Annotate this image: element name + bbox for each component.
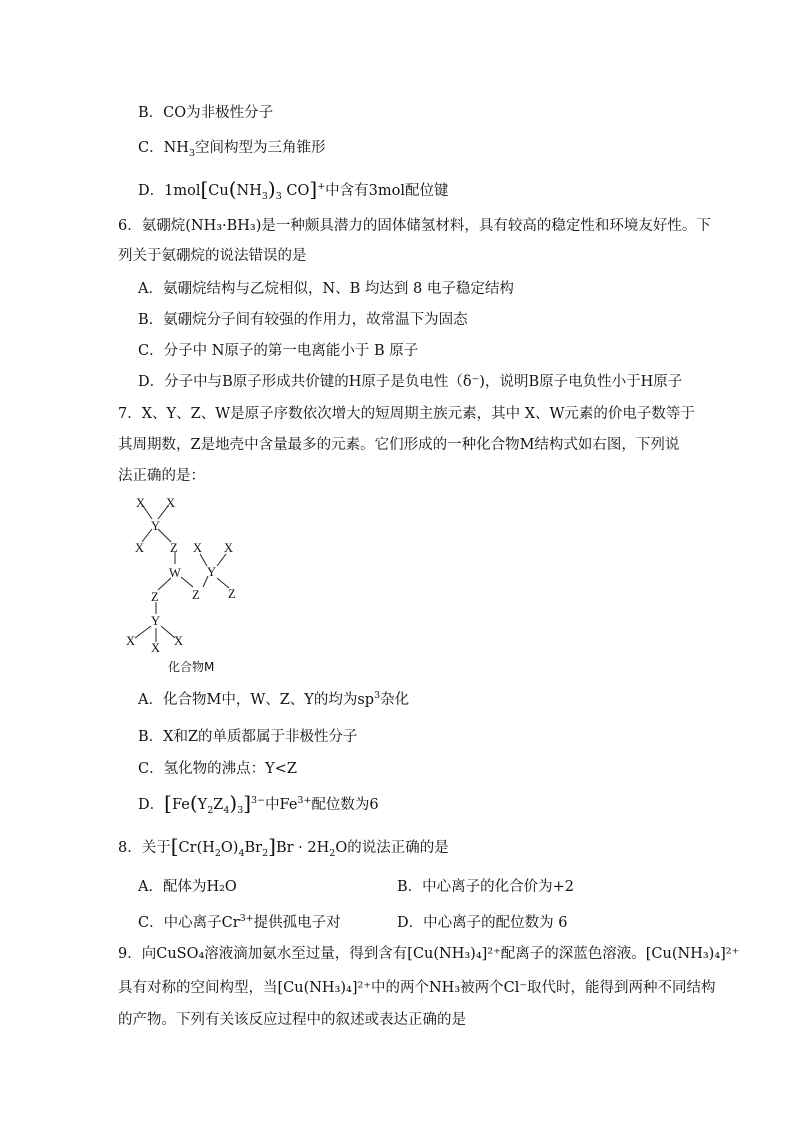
atom-w: W (169, 566, 181, 580)
q8-option-c (138, 913, 341, 935)
atom-x-3: X (135, 541, 145, 555)
q6-stem-line2: 列关于氨硼烷的说法错误的是 (118, 248, 307, 264)
q5-option-c (138, 138, 325, 160)
q7-option-d-post-sup: 3+ (297, 795, 312, 806)
atom-z-lower: Z (151, 590, 159, 604)
bracket-open: [ (164, 791, 172, 815)
q7-option-d-z-sub: 4 (223, 805, 230, 816)
bracket-open: [ (200, 177, 209, 201)
q7-option-a (138, 690, 409, 712)
q9-line1: 9．向CuSO₄溶液滴加氨水至过量，得到含有[Cu(NH₃)₄]²⁺配离子的深蓝色溶液。[Cu(NH₃)₄]²⁺ (118, 946, 740, 962)
q8-stem-post: Br · 2H (275, 840, 330, 856)
q5-option-d-co: CO (286, 183, 310, 199)
q5-option-d-nh: NH (236, 183, 262, 199)
bracket-close: ] (268, 834, 276, 858)
q8-option-c-post: 提供孤电子对 (253, 915, 341, 931)
structure-caption: 化合物M (168, 660, 215, 674)
q8-option-b: B．中心离子的化合价为+2 (397, 879, 575, 895)
q5-option-d-cu: Cu (208, 183, 229, 199)
bracket-open: [ (170, 834, 179, 858)
atom-x-5: X (224, 541, 234, 555)
atom-x-1: X (136, 496, 146, 510)
q7-option-d (138, 792, 379, 817)
q7-option-b: B．X和Z的单质都属于非极性分子 (138, 729, 358, 745)
q7-option-d-pre: D． (138, 797, 165, 813)
q7-stem-line1: 7．X、Y、Z、W是原子序数依次增大的短周期主族元素，其中 X、W元素的价电子数等于 (118, 406, 695, 422)
q8-cr-post: O) (220, 840, 239, 856)
q7-option-d-y-sub: 2 (207, 805, 214, 816)
q8-stem-pre: 8．关于 (118, 840, 171, 856)
atom-z-top: Z (170, 541, 178, 555)
q5-option-d-count: 3 (275, 191, 282, 202)
q7-option-a-sup: 3 (374, 690, 381, 701)
q8-br: Br (244, 840, 263, 856)
q8-option-c-pre: C．中心离子Cr (138, 915, 240, 931)
q7-option-d-n: 3 (237, 805, 244, 816)
atom-y-right: Y (207, 565, 217, 579)
q5-option-d (138, 178, 449, 203)
q8-stem-tail: O的说法正确的是 (335, 840, 449, 856)
q8-stem (118, 835, 449, 860)
q7-option-a-post: 杂化 (380, 692, 410, 708)
q7-option-a-pre: A．化合物M中，W、Z、Y的均为sp (138, 692, 375, 708)
q5-option-b: B．CO为非极性分子 (138, 105, 274, 121)
q8-cr-n: 4 (238, 848, 245, 859)
paren-open: ( (189, 791, 198, 815)
q7-stem-line2: 其周期数，Z是地壳中含量最多的元素。它们形成的一种化合物M结构式如右图，下列说 (118, 437, 680, 453)
q7-option-d-y: Y (197, 797, 208, 813)
q7-option-c: C．氢化物的沸点：Y<Z (138, 761, 297, 777)
atom-z-bridge: Z (192, 588, 200, 602)
q8-cr: Cr(H (178, 840, 215, 856)
q6-option-a: A．氨硼烷结构与乙烷相似，N、B 均达到 8 电子稳定结构 (138, 281, 514, 297)
q5-option-c-post: 空间构型为三角锥形 (194, 140, 326, 156)
paren-close: ) (229, 791, 238, 815)
q7-option-d-z: Z (213, 797, 224, 813)
atom-x-6: X (126, 634, 136, 648)
q8-br-sub: 2 (262, 848, 269, 859)
q9-line3: 的产物。下列有关该反应过程中的叙述或表达正确的是 (118, 1012, 466, 1028)
q5-option-d-post: 中含有3mol配位键 (325, 183, 449, 199)
q8-option-d: D．中心离子的配位数为 6 (397, 915, 568, 931)
q5-option-d-charge: + (317, 181, 326, 192)
atom-x-8: X (174, 634, 184, 648)
q5-option-c-sub: 3 (188, 148, 195, 159)
q5-option-d-nh-sub: 3 (261, 191, 268, 202)
q6-option-b: B．氨硼烷分子间有较强的作用力，故常温下为固态 (138, 312, 468, 328)
bracket-close: ] (309, 177, 318, 201)
q5-option-d-pre: D．1mol (138, 183, 201, 199)
atom-y-lower: Y (151, 614, 161, 628)
q8-option-c-sup: 3+ (239, 913, 254, 924)
q8-option-a: A．配体为H₂O (138, 879, 237, 895)
q7-option-d-charge: 3− (251, 795, 266, 806)
atom-x-7: X (151, 641, 161, 655)
atom-z-right: Z (228, 587, 236, 601)
q7-option-d-post-pre: 中Fe (265, 797, 298, 813)
atom-y-top: Y (151, 519, 161, 533)
q8-cr-sub: 2 (214, 848, 221, 859)
q9-line2: 具有对称的空间构型，当[Cu(NH₃)₄]²⁺中的两个NH₃被两个Cl⁻取代时，能得到两种不同结构 (118, 980, 716, 996)
bracket-close: ] (243, 791, 252, 815)
q6-option-d: D．分子中与B原子形成共价键的H原子是负电性（δ⁻)，说明B原子电负性小于H原子 (138, 374, 683, 390)
paren-close: ) (267, 177, 276, 201)
q6-option-c: C．分子中 N原子的第一电离能小于 B 原子 (138, 343, 419, 359)
atom-x-2: X (166, 496, 176, 510)
q7-option-d-fe: Fe (171, 797, 190, 813)
atom-x-4: X (193, 541, 203, 555)
q8-stem-post-sub: 2 (329, 848, 336, 859)
compound-m-structure (118, 490, 258, 680)
paren-open: ( (228, 177, 237, 201)
q6-stem-line1: 6．氨硼烷(NH₃·BH₃)是一种颇具潜力的固体储氢材料，具有较高的稳定性和环境友好性。下 (118, 218, 711, 234)
q7-stem-line3: 法正确的是： (118, 468, 205, 484)
q7-option-d-post: 配位数为6 (311, 797, 379, 813)
q5-option-c-pre: C．NH (138, 140, 189, 156)
